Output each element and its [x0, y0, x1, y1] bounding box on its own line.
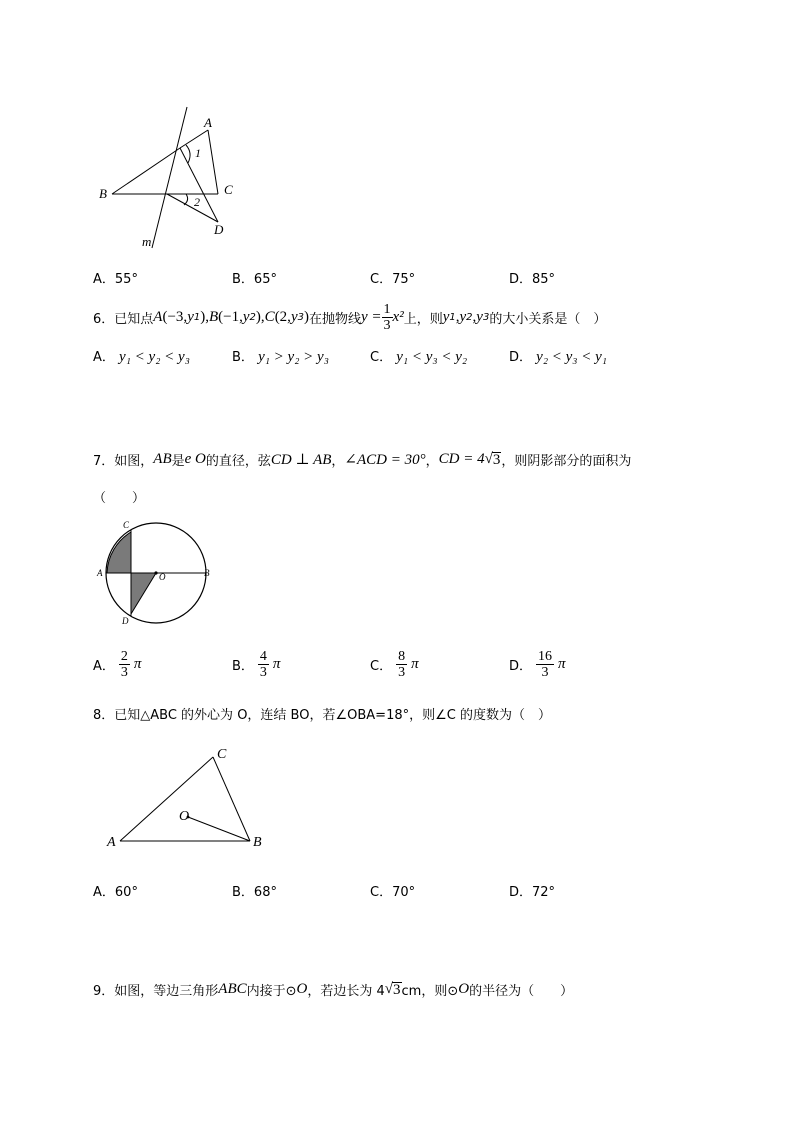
label-O: O: [159, 572, 166, 582]
q6-stem: 6． 已知点 A (−3, y 1 ) , B (−1, y 2 ) , C (2, y 3 ) 在抛物线 y = $\frac{1}{3}$ x² 上，则 y 1 , y 2 , y 3 的大小关系是（ ）: [93, 302, 607, 333]
q7-option-a[interactable]: A． $\frac{2}{3}$ π: [93, 649, 142, 680]
label-C: C: [224, 182, 233, 197]
label-angle-1: 1: [195, 146, 201, 160]
q5-figure: [90, 105, 260, 255]
q5-option-a[interactable]: A．55°: [93, 272, 138, 287]
label-O: O: [179, 809, 190, 824]
q7-figure: [94, 516, 219, 631]
q5-option-c[interactable]: C．75°: [370, 272, 416, 287]
segment-A-to-line: [180, 130, 208, 148]
label-A: A: [107, 835, 116, 850]
segment-BA-extension: [112, 148, 180, 194]
segment-AC: [208, 130, 218, 194]
q7-answer-paren: （ ）: [93, 491, 146, 506]
q8-option-a[interactable]: A．60°: [93, 885, 138, 900]
q5-option-b[interactable]: B．65°: [232, 272, 277, 287]
q5-option-d[interactable]: D．85°: [509, 272, 556, 287]
q8-option-d[interactable]: D．72°: [509, 885, 556, 900]
q6-option-d[interactable]: D． y₂ < y₃ < y₁: [509, 349, 608, 365]
q6-option-c[interactable]: C． y₁ < y₃ < y₂: [370, 349, 468, 365]
label-D: D: [214, 222, 224, 237]
q7-option-b[interactable]: B． $\frac{4}{3}$ π: [232, 649, 281, 680]
side-AC: [120, 757, 213, 841]
q7-option-d[interactable]: D． $\frac{16}{3}$ π: [509, 649, 566, 680]
label-A: A: [204, 115, 212, 130]
label-C: C: [217, 747, 227, 762]
label-B: B: [253, 835, 262, 850]
label-m: m: [142, 234, 152, 249]
label-B: B: [99, 186, 107, 201]
q8-stem: 8．已知△ABC 的外心为 O，连结 BO，若∠OBA=18°，则∠C 的度数为（ ）: [93, 708, 551, 723]
q8-option-b[interactable]: B．68°: [232, 885, 277, 900]
q8-option-c[interactable]: C．70°: [370, 885, 416, 900]
q9-stem: 9．如图，等边三角形 ABC 内接于⊙ O ，若边长为 4 √ 3 cm，则⊙ O 的半径为（ ）: [93, 981, 574, 999]
label-D: D: [122, 616, 129, 626]
label-angle-2: 2: [194, 195, 200, 209]
q7-stem: 7． 如图， AB 是 e O 的直径，弦 CD ⊥ AB ， ∠ACD = 30° ， CD = 4 √ 3 ，则阴影部分的面积为: [93, 451, 632, 469]
q7-option-c[interactable]: C． $\frac{8}{3}$ π: [370, 649, 419, 680]
q6-option-a[interactable]: A． y₁ < y₂ < y₃: [93, 349, 190, 365]
label-A: A: [97, 568, 103, 578]
q6-option-b[interactable]: B． y₁ > y₂ > y₃: [232, 349, 329, 365]
shaded-region-lower: [131, 573, 156, 614]
line-m: [152, 107, 187, 248]
center-dot: [154, 571, 157, 574]
q6-fraction: $\frac{1}{3}$: [383, 302, 391, 333]
label-B: B: [204, 568, 210, 578]
q8-figure: [100, 740, 275, 855]
label-C: C: [123, 520, 130, 530]
